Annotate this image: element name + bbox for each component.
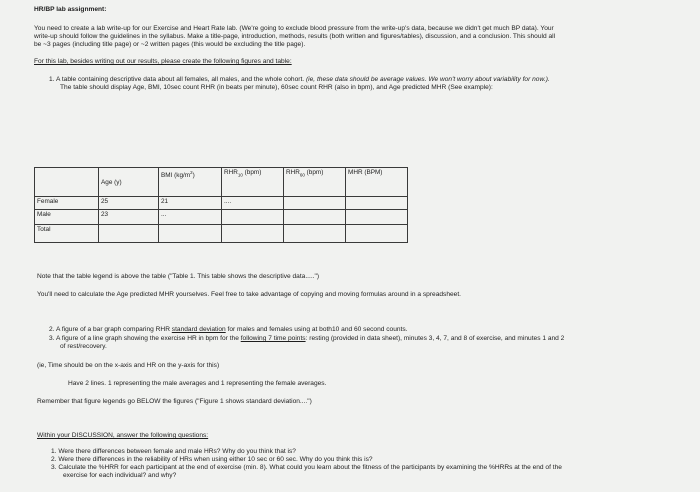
header-rhr10: [222, 168, 284, 197]
header-rhr10-unit: (bpm): [242, 169, 262, 176]
item-1-line-2: The table should display Age, BMI, 10sec count RHR (in beats per minute), 60sec count RHR (also in bpm), and Age predicted MHR (See example):: [60, 84, 493, 91]
question-2: 2. Were there differences in the reliability of HRs when using either 10 sec or 60 sec. Why do you think this is?: [51, 456, 373, 463]
header-mhr: MHR (BPM): [346, 168, 408, 197]
item-2-text-end: for males and females using at both10 and 60 second counts.: [225, 326, 408, 333]
header-bmi-text: BMI (kg/m: [161, 172, 191, 180]
header-rhr10-text: RHR: [224, 169, 238, 176]
item-3-text: 3. A figure of a line graph showing the exercise HR in bpm for the: [49, 335, 241, 342]
item-2: [49, 326, 408, 334]
discussion-heading: Within your DISCUSSION, answer the following questions:: [37, 432, 209, 439]
question-3: 3. Calculate the %HRR for each participant at the end of exercise (min. 8). What could you learn about the fitness of the participants by examining the %HRRs at the end of the: [51, 464, 562, 471]
item-3: [49, 335, 564, 343]
mhr-calculation-note: You'll need to calculate the Age predicted MHR yourselves. Feel free to take advantage of copying and moving formulas around in a spreadsheet.: [37, 291, 462, 298]
figure-legend-note: Remember that figure legends go BELOW the figures ("Figure 1 shows standard deviation...."): [37, 398, 312, 405]
cell-rhr10: [222, 210, 284, 225]
item-3-text-end: : resting (provided in data sheet), minutes 3, 4, 7, and 8 of exercise, and minutes 1 and 2: [305, 335, 565, 342]
item-1-line-1: [49, 76, 550, 84]
table-legend-note: Note that the table legend is above the table ("Table 1. This table shows the descriptive data....."): [37, 273, 320, 280]
item-1-text: 1. A table containing descriptive data about all females, all males, and the whole cohort.: [49, 76, 306, 83]
cell-age: 25: [99, 197, 159, 210]
cell-rhr10: [222, 225, 284, 243]
intro-line-2: write-up should follow the guidelines in the syllabus. Make a title-page, introduction, methods, results (both written and figures/tables), discussion, and a conclusion. This should all: [34, 33, 556, 40]
table-row: [35, 197, 408, 210]
item-2-underlined: standard deviation: [171, 326, 226, 333]
cell-age: 23: [99, 210, 159, 225]
row-label: Male: [35, 210, 99, 225]
cell-bmi: [159, 225, 222, 243]
row-label: Female: [35, 197, 99, 210]
cell-rhr60: [284, 210, 346, 225]
cell-mhr: [346, 197, 408, 210]
header-rhr60-text: RHR: [286, 169, 300, 176]
header-rhr60-unit: (bpm): [304, 169, 324, 176]
header-rhr60-sub: 60: [299, 172, 305, 178]
table-row: [35, 225, 408, 243]
header-bmi-sup: 2: [190, 170, 193, 175]
descriptive-data-table: [34, 167, 408, 243]
two-lines-note: Have 2 lines. 1 representing the male averages and 1 representing the female averages.: [68, 380, 327, 387]
intro-line-1: You need to create a lab write-up for our Exercise and Heart Rate lab. (We're going to exclude blood pressure from the write-up's data, because we didn't get much BP data). Your: [34, 25, 554, 32]
item-3-underlined: following 7 time points: [240, 335, 306, 342]
intro-line-3: be ~3 pages (including title page) or ~2 written pages (this would be excluding the title page).: [34, 41, 306, 48]
table-header-row: [35, 168, 408, 197]
header-bmi-close: ): [192, 172, 195, 180]
header-blank-cell: [35, 168, 99, 197]
cell-mhr: [346, 225, 408, 243]
question-3-line-2: exercise for each individual? and why?: [63, 472, 177, 479]
page-heading: HR/BP lab assignment:: [34, 6, 107, 13]
cell-rhr10: ....: [222, 197, 284, 210]
cell-mhr: [346, 210, 408, 225]
item-3-line-2: of rest/recovery.: [60, 343, 107, 350]
header-rhr60: [284, 168, 346, 197]
item-1-italic-note: (ie, these data should be average values. We won't worry about variability for now.).: [305, 76, 550, 83]
cell-bmi: 21: [159, 197, 222, 210]
row-label: Total: [35, 225, 99, 243]
item-2-text: 2. A figure of a bar graph comparing RHR: [49, 326, 172, 333]
cell-age: [99, 225, 159, 243]
time-axis-note: (ie, Time should be on the x-axis and HR on the y-axis for this): [37, 362, 220, 369]
header-age: Age (y): [99, 168, 159, 197]
figures-instruction: For this lab, besides writing out our results, please create the following figures and table:: [34, 58, 292, 65]
table-row: [35, 210, 408, 225]
header-rhr10-sub: 10: [237, 172, 243, 178]
question-1: 1. Were there differences between female and male HRs? Why do you think that is?: [51, 448, 296, 455]
cell-rhr60: [284, 197, 346, 210]
header-bmi: [159, 168, 222, 197]
cell-rhr60: [284, 225, 346, 243]
cell-bmi: ...: [159, 210, 222, 225]
